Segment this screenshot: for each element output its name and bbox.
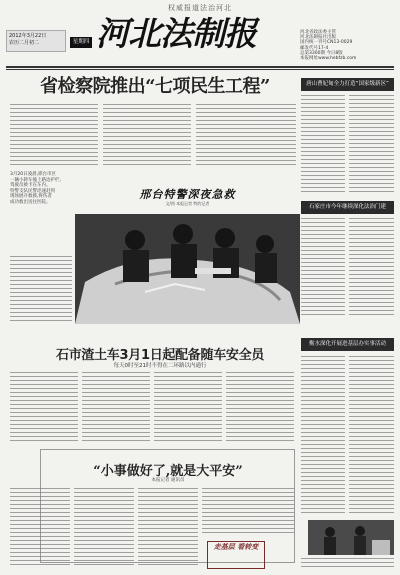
caption-line: 特警支队民警迅速赶到 xyxy=(10,188,55,194)
pub-info-line: 河北省政法委主管 xyxy=(300,30,336,35)
lead-text-column xyxy=(10,104,98,168)
sidebar-banner: 唐山曹妃甸全力打造“国家级新区” xyxy=(301,78,394,91)
sidebar-photo xyxy=(308,520,394,555)
sidebar-text-column xyxy=(349,95,394,195)
pub-info-line: 本报网址www.hebfzb.com xyxy=(300,56,357,62)
pub-info-line: 国内统一刊号CN13-0029 xyxy=(300,40,353,46)
story2-text-column xyxy=(226,372,294,444)
sidebar-text-column xyxy=(301,218,345,318)
sidebar-photo-illustration xyxy=(308,520,394,555)
feature-headline: “小事做好了,就是大平安” xyxy=(93,464,243,479)
sidebar-text-column xyxy=(349,218,394,318)
story2-headline: 石市渣土车3月1日起配备随车安全员 xyxy=(56,348,264,363)
sidebar-banner: 石家庄市今年继续深化法治门建 xyxy=(301,201,394,214)
pub-info-line: 总第3300期 今日8版 xyxy=(300,50,343,56)
lead-text-column xyxy=(103,104,191,168)
sidebar-text-column xyxy=(349,356,394,514)
masthead-logo: 河北法制报 xyxy=(96,14,256,53)
story2-subhead: 每天0时至21时不得在二环路以内通行 xyxy=(113,363,207,369)
story2-text-column xyxy=(82,372,150,444)
publication-info xyxy=(300,30,396,62)
sidebar-banner: 衡水深化开展进基层办实事活动 xyxy=(301,338,394,351)
story2-text-column xyxy=(154,372,222,444)
feature-byline: 本报记者 通讯员 xyxy=(151,478,185,483)
sidebar-text-column xyxy=(301,558,394,570)
feature-text-column xyxy=(202,488,294,536)
date-line-2: 农历二月初二 xyxy=(9,40,40,46)
photo-credit: 文/图 本报记者 特约记者 xyxy=(165,201,210,206)
story2-text-column xyxy=(10,372,78,444)
caption-line: 驾驶员被卡在车内。 xyxy=(10,183,51,188)
sidebar-text-column xyxy=(301,95,345,195)
lead-headline: 省检察院推出“七项民生工程” xyxy=(40,76,270,97)
lead-text-column xyxy=(196,104,296,168)
feature-stamp: 走基层 看转变 xyxy=(207,541,265,569)
photo-caption xyxy=(10,172,72,252)
caption-line: 现场展开救援,将伤者 xyxy=(10,194,52,199)
feature-text-column xyxy=(74,488,134,566)
pub-info-line: 河北法制报社出版 xyxy=(300,35,336,41)
masthead-rule xyxy=(6,66,394,68)
masthead-slogan: 权威报道法治河北 xyxy=(168,4,232,12)
caption-text-column xyxy=(10,256,72,324)
weekday-badge: 星期四 xyxy=(70,37,92,48)
caption-line: 3月20日凌晨,邢台市区 xyxy=(10,172,57,177)
pub-info-line: 邮发代号17-4 xyxy=(300,45,329,51)
photo-title: 邢台特警深夜急救 xyxy=(139,188,236,201)
caption-line: 成功救出送往医院。 xyxy=(10,199,51,205)
date-box xyxy=(6,30,66,52)
masthead-rule-thin xyxy=(6,69,394,70)
sidebar-text-column xyxy=(301,356,345,514)
feature-text-column xyxy=(138,488,198,566)
date-line-1: 2012年3月22日 xyxy=(9,33,47,39)
caption-line: 一辆小轿车撞上路边护栏, xyxy=(10,177,61,183)
feature-text-column xyxy=(10,488,70,566)
